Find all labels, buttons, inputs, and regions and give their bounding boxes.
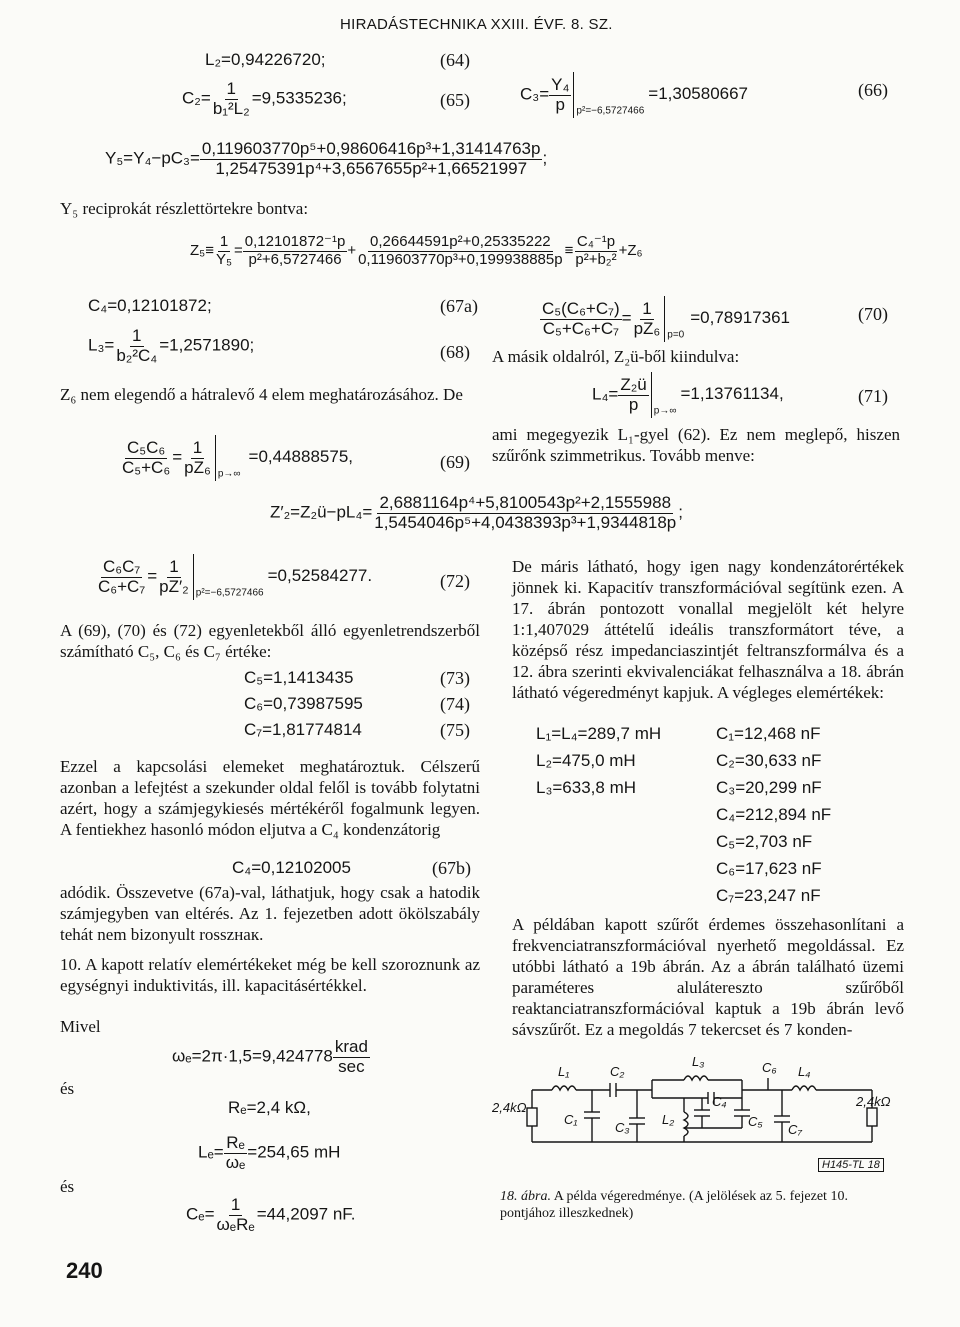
label-C3: C₃ xyxy=(615,1120,630,1135)
label-C7: C₇ xyxy=(788,1122,802,1137)
eq-number-72: (72) xyxy=(440,571,470,591)
eq-L3: L₃= $\frac{1}{\text{b₂²C₄}}$ =1,2571890; xyxy=(88,326,255,365)
text-z6: Z₆ nem elegendő a hátralevő 4 elem meghatározásához. De xyxy=(60,385,463,404)
label-L2: L₂ xyxy=(662,1112,675,1127)
figure-stamp: H145-TL 18 xyxy=(818,1158,884,1172)
eq-72: $\frac{\text{C₆C₇}}{\text{C₆+C₇}}$ = $\frac{1}{\text{pZ′₂}}$ $_{p^2=-6,5727466}$=0,52584277. xyxy=(96,554,372,600)
label-L3: L₃ xyxy=(692,1054,705,1069)
eq-Ce: Cₑ= $\frac{1}{\text{ωₑRₑ}}$ =44,2097 nF. xyxy=(186,1195,356,1234)
eq-C6: C₆=0,73987595 xyxy=(244,694,363,713)
eq-C4b: C₄=0,12102005 xyxy=(232,858,351,877)
label-L4: L₄ xyxy=(798,1064,811,1079)
eq-69: $\frac{\text{C₅C₆}}{\text{C₅+C₆}}$ = $\frac{1}{\text{pZ₆}}$ $_{p\to\infty}$=0,44888575, xyxy=(120,435,353,481)
value-C5: C₅=2,703 nF xyxy=(716,832,813,851)
circuit-figure xyxy=(492,1050,912,1150)
label-C2: C₂ xyxy=(610,1064,625,1079)
eq-C5: C₅=1,1413435 xyxy=(244,668,354,687)
eq-number-68: (68) xyxy=(440,342,470,362)
eq-number-69: (69) xyxy=(440,452,470,472)
text-ami: ami megegyezik L₁-gyel (62). Ez nem meglepő, hiszen szűrőnk szimmetrikus. Tovább menve: xyxy=(492,425,900,465)
value-L2: L₂=475,0 mH xyxy=(536,751,636,770)
eq-Y5: Y₅=Y₄−pC₃= $\frac{\text{0,119603770p⁵+0,98606416p³+1,31414763p}}{\text{1,25475391p⁴+3,6567655p²+1,66521997}}$ ; xyxy=(105,139,548,178)
label-r-left: 2,4kΩ xyxy=(492,1100,527,1115)
eq-number-67a: (67a) xyxy=(440,296,478,316)
text-peldaban: A példában kapott szűrőt érdemes összehasonlítani a frekvenciatranszformációval nyerhető megoldással. Ez utóbbi látható a 19b ábrán. Az a ábrán található üzemi paraméteres alulátereszto szűrőből reaktanciatranszformációval kaptuk a 19b ábrán levő sávszűrőt. Ez a megoldás 7 tekercset és 7 konden- xyxy=(512,915,904,1039)
text-es-1: és xyxy=(60,1079,75,1098)
figure-caption: 18. ábra. A példa végeredménye. (A jelölések az 5. fejezet 10. pontjához illeszkednek) xyxy=(500,1189,848,1221)
running-header: HIRADÁSTECHNIKA XXIII. ÉVF. 8. SZ. xyxy=(340,16,613,33)
text-demaris: De máris látható, hogy igen nagy kondenzátorértékek jönnek ki. Kapacitív transzformációval segítünk ezen. A 17. ábrán pontozott vonallal megjelölt két helyre 1:1,407029 áttételű ideális transzformátort téve, a középső rész impedanciaszintjét feltranszformálva és a 12. ábra szerinti ekvivalenciákat felhasználva a 18. ábrán látható végeredményt kapjuk. A végleges elemértékek: xyxy=(512,557,904,702)
eq-number-75: (75) xyxy=(440,720,470,740)
eq-L4: L₄= $\frac{\text{Z₂ü}}{p}$ $_{p\to\infty}$=1,13761134, xyxy=(592,372,784,418)
eq-Z5: Z₅≡ $\frac{1}{\text{Y₅}}$ = $\frac{\text{0,12101872⁻¹p}}{\text{p²+6,5727466}}$ + $\frac{\text{0,26644591p²+0,25335222}}{\text{0,119603770p³+0,199938885p}}$ ≡ $\frac{\text{C₄⁻¹p}}{\text{p²+b₂²}}$ +Z₆ xyxy=(190,233,643,268)
eq-Le: Lₑ= $\frac{\text{Rₑ}}{\text{ωₑ}}$ =254,65 mH xyxy=(198,1133,341,1172)
value-L1-L4: L₁=L₄=289,7 mH xyxy=(536,724,662,743)
eq-number-70: (70) xyxy=(858,304,888,324)
text-mivel: Mivel xyxy=(60,1017,101,1036)
eq-number-73: (73) xyxy=(440,668,470,688)
eq-number-66: (66) xyxy=(858,80,888,100)
value-L3: L₃=633,8 mH xyxy=(536,778,637,797)
page-number: 240 xyxy=(66,1258,103,1283)
eq-C4a: C₄=0,12101872; xyxy=(88,296,212,315)
text-section-10: 10. A kapott relatív elemértékeket még be kell szoroznunk az egységnyi induktivitás, ill. kapacitásértékkel. xyxy=(60,955,480,995)
eq-C7: C₇=1,81774814 xyxy=(244,720,362,739)
value-C6: C₆=17,623 nF xyxy=(716,859,822,878)
label-C4: C₄ xyxy=(712,1094,727,1109)
eq-C3: C₃= $\frac{\text{Y₄}}{p}$ $_{p^2=-6,5727466}$=1,30580667 xyxy=(520,72,748,118)
eq-70: $\frac{\text{C₅(C₆+C₇)}}{\text{C₅+C₆+C₇}}$ = $\frac{1}{\text{pZ₆}}$ $_{p=0}$=0,78917361 xyxy=(540,296,790,342)
text-ezzel: Ezzel a kapcsolási elemeket meghatároztuk. Célszerű azonban a lefejtést a szekunder oldal felől is tovább folytatni azért, hogy a számjegykiesés mértékéről fogalmunk legyen. A fentiekhez hasonló módon eljutva a C₄ kondenzátorig xyxy=(60,757,480,839)
text-egyenletrendszer: A (69), (70) és (72) egyenletekből álló egyenletrendszerből számítható C₅, C₆ és C₇ értéke: xyxy=(60,621,480,661)
eq-L2: L₂=0,94226720; xyxy=(205,50,326,69)
text-adodik: adódik. Összevetve (67a)-val, láthatjuk, hogy csak a hatodik számjegyben van eltérés. Az 1. fejezetben adott ökölszabály tehát nem bizonyult rosszнак. xyxy=(60,883,480,944)
eq-number-65: (65) xyxy=(440,90,470,110)
value-C2: C₂=30,633 nF xyxy=(716,751,822,770)
label-L1: L₁ xyxy=(558,1064,570,1079)
label-C5: C₅ xyxy=(748,1114,763,1129)
eq-number-64: (64) xyxy=(440,50,470,70)
eq-Re: Rₑ=2,4 kΩ, xyxy=(228,1098,311,1117)
eq-C2: C₂= $\frac{1}{\text{b₁²L₂}}$ =9,5335236; xyxy=(182,79,347,118)
label-C1: C₁ xyxy=(564,1112,578,1127)
eq-Z2prime: Z′₂=Z₂ü−pL₄= $\frac{\text{2,6881164p⁴+5,8100543p²+2,1555988}}{\text{1,5454046p⁵+4,0438393p³+1,9344818p}}$ ; xyxy=(270,493,683,532)
label-r-right: 2,4kΩ xyxy=(856,1094,891,1109)
text-es-2: és xyxy=(60,1177,75,1196)
values-left xyxy=(536,720,661,801)
inductor-L1 xyxy=(552,1086,576,1090)
eq-number-71: (71) xyxy=(858,386,888,406)
eq-number-74: (74) xyxy=(440,694,470,714)
value-C7: C₇=23,247 nF xyxy=(716,886,821,905)
value-C1: C₁=12,468 nF xyxy=(716,724,821,743)
text-y5-reciprok: Y₅ reciprokát részlettörtekre bontva: xyxy=(60,199,309,218)
eq-number-67b: (67b) xyxy=(432,858,471,878)
text-masik: A másik oldalról, Z₂ü-ből kiindulva: xyxy=(492,347,740,366)
eq-omega: ωₑ=2π·1,5=9,424778 $\frac{\text{krad}}{\sec}$ xyxy=(172,1037,368,1076)
label-C6: C₆ xyxy=(762,1060,777,1075)
value-C3: C₃=20,299 nF xyxy=(716,778,822,797)
value-C4: C₄=212,894 nF xyxy=(716,805,832,824)
values-right xyxy=(716,720,831,909)
